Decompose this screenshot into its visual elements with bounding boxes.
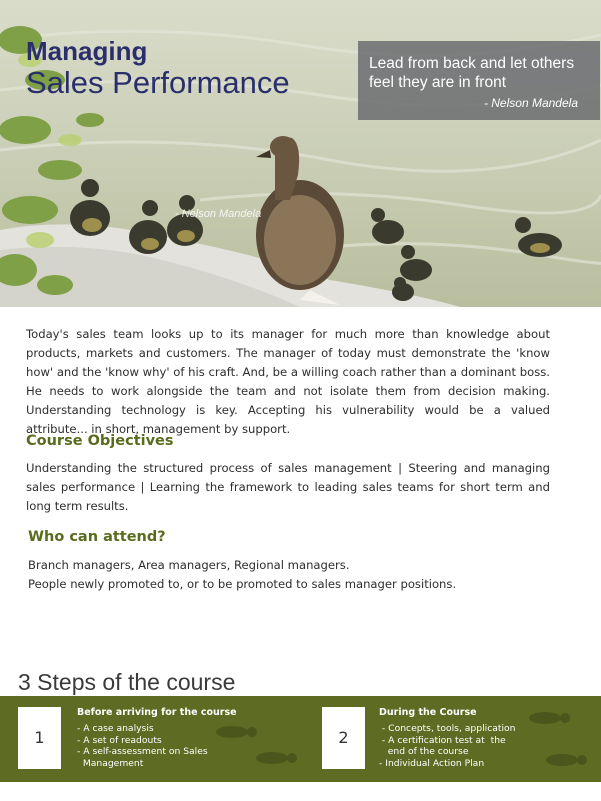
step-point: - A self-assessment on Sales xyxy=(77,746,208,757)
quote-text: Lead from back and let others feel they are in front xyxy=(369,55,575,91)
attend-heading: Who can attend? xyxy=(28,529,166,545)
step-point: - A set of readouts xyxy=(77,734,162,746)
steps-heading: 3 Steps of the course xyxy=(18,669,236,695)
step-number-box xyxy=(322,707,365,769)
attend-line: People newly promoted to, or to be promoted to sales manager positions. xyxy=(28,577,457,591)
footprints-icon xyxy=(542,752,592,768)
step-title: Before arriving for the course xyxy=(77,707,237,718)
footprints-icon xyxy=(252,750,302,766)
step-points xyxy=(77,723,208,769)
steps-band xyxy=(0,696,601,782)
step-title: During the Course xyxy=(379,707,477,718)
attend-line: Branch managers, Area managers, Regional managers. xyxy=(28,558,350,572)
step-point: - A case analysis xyxy=(77,723,154,734)
title-line-1: Managing xyxy=(26,36,148,66)
intro-paragraph: Today's sales team looks up to its manager for much more than knowledge about products, markets and customers. The manager of today must demonstrate the 'know how' and the 'know why' of his craft. And, be a willing coach rather than a dominant boss. He needs to work alongside the team and not isolate them from decision making. Understanding technology is key. Accepting his vulnerability would be a valued attribute... in short, management by support. xyxy=(26,327,550,436)
hero-image xyxy=(0,0,601,307)
step-point: - A certification test at the xyxy=(379,734,506,746)
footprints-icon xyxy=(525,710,575,726)
step-point: - Individual Action Plan xyxy=(379,757,485,769)
page-title xyxy=(26,36,290,100)
step-point: - Concepts, tools, application xyxy=(379,723,516,734)
step-number: 2 xyxy=(338,728,349,747)
step-number: 1 xyxy=(34,728,45,747)
step-number-box xyxy=(18,707,61,769)
step-point: end of the course xyxy=(379,746,469,757)
ghost-quote-author: - Nelson Mandela xyxy=(175,208,262,220)
step-point: Management xyxy=(77,757,144,769)
quote-box xyxy=(358,41,600,120)
footprints-icon xyxy=(212,724,262,740)
step-points xyxy=(379,723,516,769)
objectives-text: Understanding the structured process of sales management | Steering and managing sales performance | Learning the framework to leading sales teams for short term and long term results. xyxy=(26,461,550,513)
quote-author: - Nelson Mandela xyxy=(483,96,578,110)
title-line-2: Sales Performance xyxy=(26,65,290,100)
objectives-heading: Course Objectives xyxy=(26,433,174,449)
